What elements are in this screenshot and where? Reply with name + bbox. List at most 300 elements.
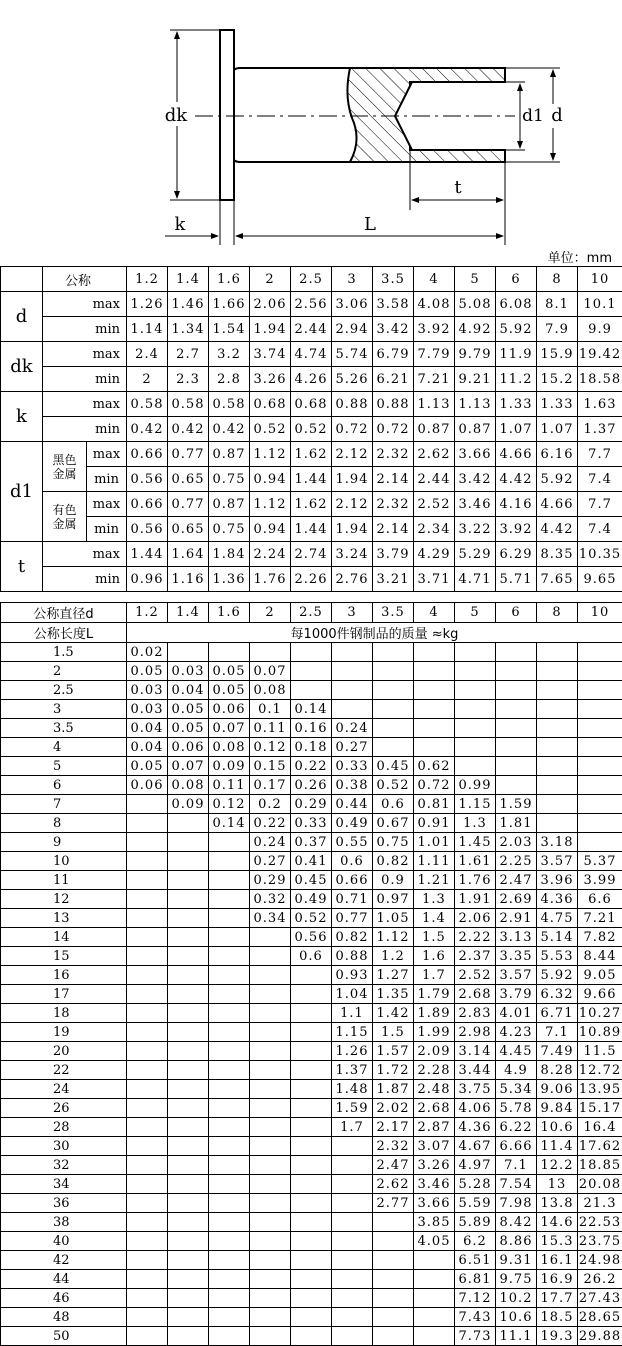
mass-value-cell: 4.36 [537,890,578,909]
mass-value-cell: 16.4 [578,1118,622,1137]
mass-value-cell [209,1194,250,1213]
mass-value-cell [168,871,209,890]
mass-value-cell: 0.9 [373,871,414,890]
dim-value-cell: 0.66 [127,442,168,467]
mass-value-cell [578,700,622,719]
mass-value-cell: 12.72 [578,1061,622,1080]
mass-value-cell: 1.6 [414,947,455,966]
mass-value-cell: 13 [537,1175,578,1194]
mass-value-cell [250,643,291,662]
mass-value-cell: 0.82 [373,852,414,871]
dim-value-cell: 4.71 [455,567,496,592]
length-cell: 24 [1,1080,127,1099]
dim-value-cell: 5.92 [537,467,578,492]
dim-group-label: dk [1,342,43,392]
mass-value-cell [537,719,578,738]
mass-value-cell [127,852,168,871]
dim-value-cell: 1.07 [537,417,578,442]
mass-value-cell: 7.1 [496,1156,537,1175]
mass-value-cell [168,928,209,947]
dim-value-cell: 9.9 [578,317,622,342]
length-cell: 46 [1,1289,127,1308]
dim-value-cell: 0.52 [291,417,332,442]
dim-value-cell: 7.21 [414,367,455,392]
dim-value-cell: 1.44 [127,542,168,567]
dim-group-label: d1 [1,442,43,542]
mass-row [1,890,622,909]
dim-value-cell: 11.2 [496,367,537,392]
mass-value-cell: 4.23 [496,1023,537,1042]
length-cell: 13 [1,909,127,928]
mass-value-cell: 0.56 [291,928,332,947]
dim-value-cell: 2.44 [291,317,332,342]
mass-value-cell [127,1004,168,1023]
mass-value-cell: 8.42 [496,1213,537,1232]
mass-value-cell: 0.34 [250,909,291,928]
mass-value-cell: 1.4 [414,909,455,928]
mass-value-cell: 2.09 [414,1042,455,1061]
dim-row [1,567,622,592]
dim-value-cell: 15.2 [537,367,578,392]
dim-value-cell: 2.14 [373,467,414,492]
mass-value-cell: 7.21 [578,909,622,928]
dim-value-cell: 7.65 [537,567,578,592]
mass-value-cell [127,795,168,814]
length-cell: 3 [1,700,127,719]
dim-value-cell: 0.75 [209,467,250,492]
length-cell: 12 [1,890,127,909]
dim-limit-label: min [87,517,127,542]
mass-value-cell: 1.7 [332,1118,373,1137]
mass-row [1,1042,622,1061]
mass-value-cell [414,1270,455,1289]
mass-value-cell [291,1042,332,1061]
mass-value-cell: 1.59 [332,1099,373,1118]
mass-value-cell: 3.75 [455,1080,496,1099]
mass-value-cell: 2.52 [455,966,496,985]
length-cell: 40 [1,1232,127,1251]
length-label: 公称长度L [1,623,127,643]
mass-value-cell [455,681,496,700]
mass-value-cell [250,1004,291,1023]
mass-value-cell [332,1213,373,1232]
length-cell: 6 [1,776,127,795]
mass-value-cell [332,1232,373,1251]
mass-value-cell [496,719,537,738]
dim-value-cell: 2.74 [291,542,332,567]
mass-value-cell [127,1118,168,1137]
mass-value-cell: 11.4 [537,1137,578,1156]
mass-value-cell: 0.22 [250,814,291,833]
mass-value-cell: 2.17 [373,1118,414,1137]
mass-value-cell [209,1251,250,1270]
mass-value-cell: 1.5 [414,928,455,947]
mass-row [1,814,622,833]
mass-value-cell: 0.82 [332,928,373,947]
dim-value-cell: 1.94 [332,517,373,542]
mass-value-cell [291,966,332,985]
dim-row [1,342,622,367]
dim-value-cell: 3.74 [250,342,291,367]
mass-value-cell [537,776,578,795]
mass-value-cell: 0.04 [127,719,168,738]
mass-row [1,1156,622,1175]
mass-value-cell: 9.75 [496,1270,537,1289]
mass-value-cell: 11.5 [578,1042,622,1061]
mass-value-cell [332,662,373,681]
mass-value-cell: 7.43 [455,1308,496,1327]
mass-value-cell [537,795,578,814]
mass-value-cell: 4.9 [496,1061,537,1080]
length-cell: 36 [1,1194,127,1213]
mass-caption: 每1000件钢制品的质量 ≈kg [127,623,622,643]
dim-value-cell: 2.32 [373,492,414,517]
mass-value-cell: 2.87 [414,1118,455,1137]
dim-value-cell: 0.94 [250,467,291,492]
dim-value-cell: 1.36 [209,567,250,592]
mass-value-cell: 0.08 [168,776,209,795]
length-cell: 17 [1,985,127,1004]
dim-value-cell: 1.12 [250,442,291,467]
mass-row [1,966,622,985]
mass-value-cell [209,1080,250,1099]
mass-size-header: 5 [455,603,496,623]
length-cell: 38 [1,1213,127,1232]
mass-row [1,1137,622,1156]
mass-value-cell [537,662,578,681]
mass-value-cell [209,947,250,966]
dim-value-cell: 1.54 [209,317,250,342]
dim-limit-label: min [43,567,127,592]
dim-size-header: 4 [414,267,455,292]
dim-corner [1,267,43,292]
dim-head-label: 公称 [43,267,127,292]
dim-value-cell: 0.56 [127,517,168,542]
mass-value-cell: 5.14 [537,928,578,947]
mass-value-cell [127,1270,168,1289]
mass-value-cell: 5.34 [496,1080,537,1099]
rivet-head [220,30,234,200]
dim-value-cell: 1.34 [168,317,209,342]
mass-value-cell [168,1213,209,1232]
dim-value-cell: 0.65 [168,467,209,492]
dim-value-cell: 2.24 [250,542,291,567]
mass-header-row [1,603,622,623]
mass-value-cell [537,814,578,833]
dim-row [1,317,622,342]
mass-table [0,602,622,1346]
mass-value-cell: 18.85 [578,1156,622,1175]
mass-value-cell: 0.06 [127,776,168,795]
length-cell: 44 [1,1270,127,1289]
mass-value-cell: 0.33 [332,757,373,776]
mass-value-cell [291,643,332,662]
mass-value-cell [209,1289,250,1308]
dim-value-cell: 1.16 [168,567,209,592]
dim-value-cell: 5.71 [496,567,537,592]
dim-size-header: 1.2 [127,267,168,292]
mass-row [1,1251,622,1270]
mass-value-cell [127,1137,168,1156]
mass-size-header: 6 [496,603,537,623]
mass-value-cell: 2.69 [496,890,537,909]
mass-value-cell: 1.99 [414,1023,455,1042]
mass-value-cell [291,1137,332,1156]
mass-value-cell [250,947,291,966]
mass-value-cell: 3.96 [537,871,578,890]
mass-value-cell: 1.3 [414,890,455,909]
mass-value-cell: 0.2 [250,795,291,814]
mass-value-cell [250,1023,291,1042]
mass-value-cell [578,738,622,757]
dim-size-header: 1.6 [209,267,250,292]
mass-value-cell: 0.05 [209,662,250,681]
mass-value-cell: 18.5 [537,1308,578,1327]
mass-value-cell: 2.03 [496,833,537,852]
mass-value-cell [578,643,622,662]
dim-value-cell: 11.9 [496,342,537,367]
mass-row [1,1308,622,1327]
dim-value-cell: 2.12 [332,492,373,517]
mass-value-cell: 4.75 [537,909,578,928]
mass-value-cell: 19.3 [537,1327,578,1346]
mass-value-cell: 9.06 [537,1080,578,1099]
mass-value-cell: 1.89 [414,1004,455,1023]
mass-size-header: 2.5 [291,603,332,623]
mass-value-cell: 8.86 [496,1232,537,1251]
mass-row [1,1004,622,1023]
dim-value-cell: 1.07 [496,417,537,442]
mass-value-cell [127,1156,168,1175]
length-cell: 5 [1,757,127,776]
mass-value-cell [209,643,250,662]
mass-value-cell: 8.28 [537,1061,578,1080]
mass-value-cell: 1.26 [332,1042,373,1061]
mass-value-cell: 0.11 [250,719,291,738]
d-label: d [551,105,563,126]
mass-value-cell: 0.81 [414,795,455,814]
mass-value-cell [168,1270,209,1289]
mass-value-cell: 0.09 [209,757,250,776]
dim-value-cell: 1.37 [578,417,622,442]
mass-value-cell [168,947,209,966]
mass-value-cell: 0.62 [414,757,455,776]
mass-value-cell [414,662,455,681]
mass-value-cell: 1.05 [373,909,414,928]
mass-value-cell [414,738,455,757]
dim-value-cell: 0.96 [127,567,168,592]
dim-limit-label: min [43,367,127,392]
dim-value-cell: 0.77 [168,442,209,467]
mass-value-cell [209,1023,250,1042]
mass-value-cell: 0.18 [291,738,332,757]
mass-value-cell [127,1194,168,1213]
length-cell: 11 [1,871,127,890]
dim-value-cell: 0.42 [168,417,209,442]
mass-value-cell: 0.27 [332,738,373,757]
mass-value-cell: 29.88 [578,1327,622,1346]
mass-value-cell: 0.41 [291,852,332,871]
mass-value-cell: 0.17 [250,776,291,795]
mass-value-cell: 0.88 [332,947,373,966]
dim-value-cell: 0.75 [209,517,250,542]
mass-value-cell: 1.37 [332,1061,373,1080]
dim-value-cell: 7.7 [578,492,622,517]
mass-value-cell: 0.03 [168,662,209,681]
mass-row [1,985,622,1004]
mass-value-cell [250,1042,291,1061]
mass-value-cell [332,1137,373,1156]
mass-value-cell: 23.75 [578,1232,622,1251]
mass-value-cell [291,1213,332,1232]
dim-value-cell: 2.94 [332,317,373,342]
mass-value-cell: 0.05 [209,681,250,700]
mass-value-cell: 2.83 [455,1004,496,1023]
mass-value-cell: 2.22 [455,928,496,947]
t-label: t [454,177,462,198]
mass-value-cell: 3.85 [414,1213,455,1232]
mass-value-cell [373,1232,414,1251]
mass-value-cell [168,1023,209,1042]
mass-value-cell [168,1175,209,1194]
dim-value-cell: 9.65 [578,567,622,592]
dim-size-header: 3 [332,267,373,292]
mass-value-cell [168,1080,209,1099]
dim-size-header: 8 [537,267,578,292]
mass-value-cell [127,947,168,966]
length-cell: 14 [1,928,127,947]
dim-size-header: 2 [250,267,291,292]
mass-value-cell [168,909,209,928]
dim-value-cell: 2.34 [414,517,455,542]
mass-value-cell: 10.2 [496,1289,537,1308]
mass-value-cell: 4.05 [414,1232,455,1251]
mass-value-cell: 17.62 [578,1137,622,1156]
length-cell: 1.5 [1,643,127,662]
mass-value-cell [209,1156,250,1175]
length-cell: 30 [1,1137,127,1156]
mass-value-cell [373,1289,414,1308]
mass-value-cell [496,738,537,757]
mass-value-cell [209,1004,250,1023]
dim-value-cell: 3.71 [414,567,455,592]
mass-value-cell [455,757,496,776]
mass-value-cell [332,1251,373,1270]
mass-size-header: 4 [414,603,455,623]
mass-value-cell [455,662,496,681]
mass-value-cell: 4.06 [455,1099,496,1118]
length-cell: 42 [1,1251,127,1270]
dim-value-cell: 0.94 [250,517,291,542]
mass-value-cell: 1.12 [373,928,414,947]
mass-value-cell [537,681,578,700]
mass-value-cell: 6.71 [537,1004,578,1023]
dim-value-cell: 2.12 [332,442,373,467]
dim-value-cell: 0.68 [291,392,332,417]
mass-value-cell [127,1080,168,1099]
mass-value-cell: 5.28 [455,1175,496,1194]
mass-value-cell [250,928,291,947]
dim-value-cell: 6.08 [496,292,537,317]
mass-value-cell [373,662,414,681]
mass-value-cell: 21.3 [578,1194,622,1213]
mass-value-cell [332,643,373,662]
mass-row [1,757,622,776]
mass-row [1,833,622,852]
mass-value-cell: 0.75 [373,833,414,852]
mass-value-cell: 0.15 [250,757,291,776]
mass-value-cell [209,1137,250,1156]
mass-value-cell: 0.05 [168,719,209,738]
mass-value-cell: 1.48 [332,1080,373,1099]
mass-value-cell [209,1042,250,1061]
mass-value-cell [209,985,250,1004]
mass-value-cell: 1.01 [414,833,455,852]
mass-value-cell [373,1270,414,1289]
mass-value-cell: 1.76 [455,871,496,890]
dim-limit-label: max [43,342,127,367]
mass-value-cell: 1.5 [373,1023,414,1042]
mass-value-cell: 0.02 [127,643,168,662]
mass-value-cell [455,643,496,662]
mass-value-cell: 1.27 [373,966,414,985]
mass-caption-row [1,623,622,643]
dim-group-label: t [1,542,43,592]
mass-value-cell: 1.21 [414,871,455,890]
mass-value-cell [127,985,168,1004]
mass-value-cell [291,1232,332,1251]
mass-value-cell: 1.15 [455,795,496,814]
mass-row [1,871,622,890]
mass-value-cell [414,1308,455,1327]
dim-row [1,467,622,492]
mass-value-cell [291,985,332,1004]
mass-value-cell [455,719,496,738]
mass-value-cell: 7.54 [496,1175,537,1194]
dim-group-label: d [1,292,43,342]
dim-value-cell: 1.94 [332,467,373,492]
mass-value-cell [537,700,578,719]
dim-value-cell: 3.26 [250,367,291,392]
dim-value-cell: 3.92 [414,317,455,342]
length-cell: 9 [1,833,127,852]
mass-value-cell: 0.32 [250,890,291,909]
mass-row [1,1061,622,1080]
mass-value-cell [291,681,332,700]
dim-limit-label: min [43,417,127,442]
dim-value-cell: 6.21 [373,367,414,392]
length-cell: 20 [1,1042,127,1061]
dim-value-cell: 1.84 [209,542,250,567]
dim-header-row [1,267,622,292]
mass-value-cell [127,909,168,928]
dim-value-cell: 4.26 [291,367,332,392]
mass-value-cell: 1.59 [496,795,537,814]
mass-value-cell [127,1251,168,1270]
dim-value-cell: 0.42 [209,417,250,442]
dim-value-cell: 4.92 [455,317,496,342]
mass-value-cell: 13.8 [537,1194,578,1213]
dim-value-cell: 15.9 [537,342,578,367]
mass-value-cell: 5.53 [537,947,578,966]
dim-value-cell: 3.46 [455,492,496,517]
mass-value-cell: 0.03 [127,700,168,719]
mass-value-cell [373,738,414,757]
length-cell: 2.5 [1,681,127,700]
mass-value-cell [168,985,209,1004]
dim-value-cell: 1.94 [250,317,291,342]
dim-value-cell: 7.4 [578,517,622,542]
